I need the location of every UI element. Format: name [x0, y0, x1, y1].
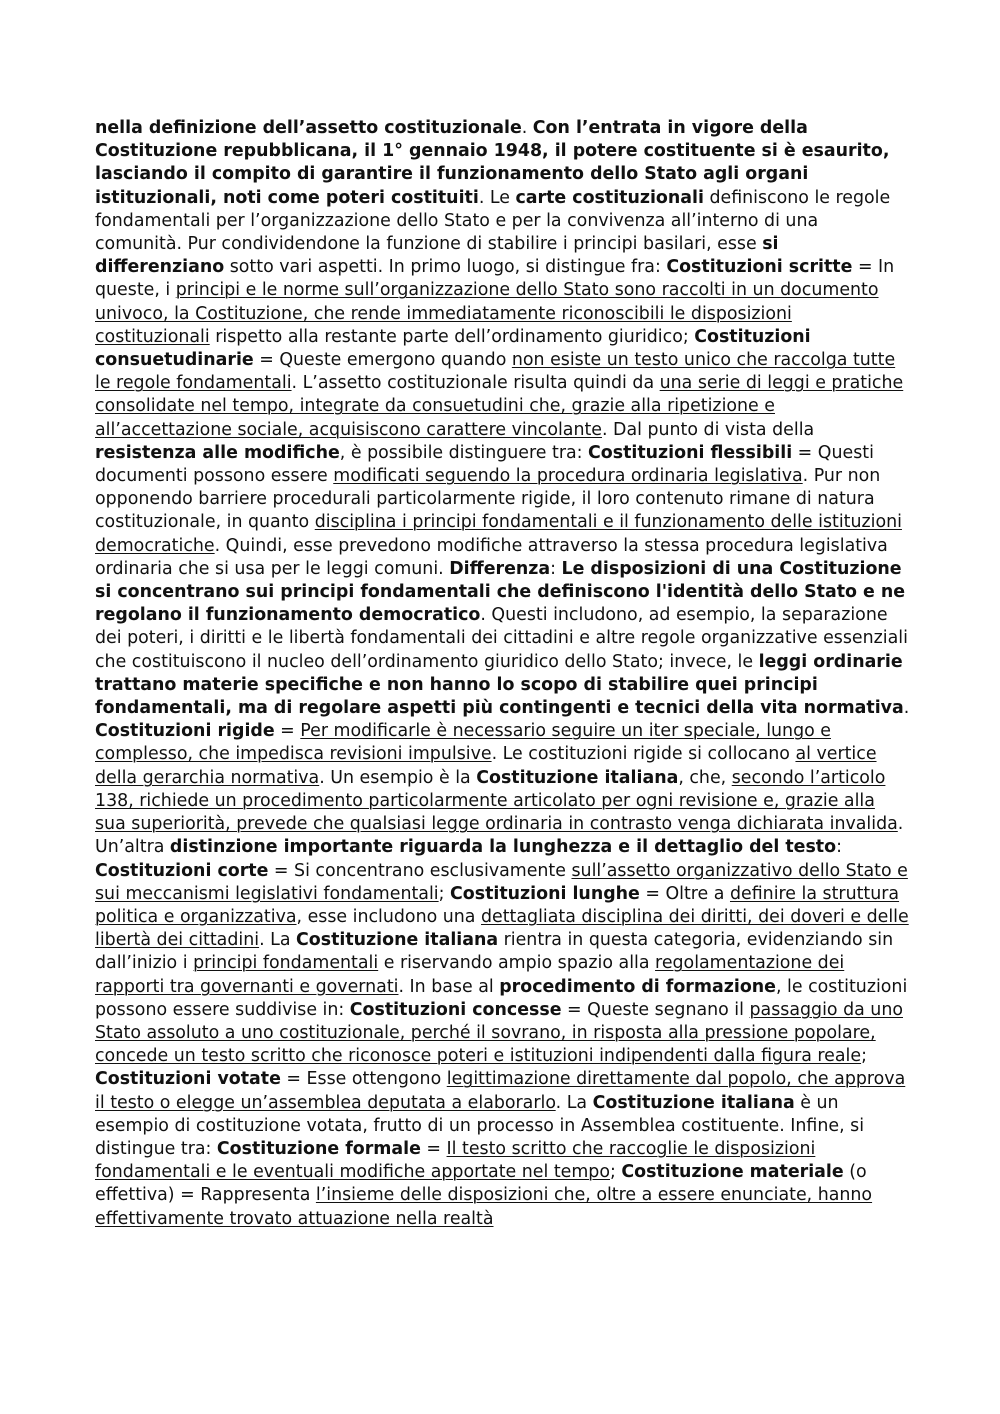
text-run: = [420, 1138, 447, 1159]
bold-text-run: Costituzioni concesse [349, 999, 562, 1020]
underlined-text-run: sull’assetto organizzativo dello Stato e sui meccanismi legislativi fondamentali [95, 860, 908, 904]
bold-text-run: Costituzione italiana [476, 767, 679, 788]
underlined-text-run: dettagliata disciplina dei diritti, dei doveri e delle libertà dei cittadini [95, 906, 909, 951]
underlined-text-run: definire la struttura politica e organizzativa [95, 883, 900, 927]
document-page [95, 117, 910, 1231]
text-run: . Un’altra [95, 814, 904, 858]
text-run: . Le [478, 187, 516, 208]
text-run: = Si concentrano esclusivamente [268, 860, 572, 881]
text-run: . Dal punto di vista della [602, 419, 815, 440]
bold-text-run: carte costituzionali [515, 187, 704, 208]
text-run: = Queste segnano il [561, 999, 750, 1020]
underlined-text-run: Il testo scritto che raccoglie le disposizioni fondamentali e le eventuali modifiche apportate nel tempo [95, 1138, 816, 1183]
text-run: . La [259, 930, 297, 951]
text-run: . L’assetto costituzionale risulta quindi da [291, 373, 660, 394]
bold-text-run: distinzione importante riguarda la lunghezza e il dettaglio del testo [169, 837, 837, 858]
text-run: . Pur non opponendo barriere procedurali particolarmente rigide, il loro contenuto rimane di natura costituzionale, in quanto [95, 466, 881, 533]
underlined-text-run: al vertice della gerarchia normativa [95, 744, 877, 788]
text-run: . Le costituzioni rigide si collocano [491, 744, 796, 765]
text-run: rispetto alla restante parte dell’ordinamento giuridico; [209, 326, 695, 347]
text-run: sotto vari aspetti. In primo luogo, si distingue fra: [224, 257, 667, 278]
underlined-text-run: legittimazione direttamente dal popolo, che approva il testo o elegge un’assemblea deputata a elaborarlo [95, 1069, 906, 1113]
text-run: rientra in questa categoria, evidenziando sin dall’inizio i [95, 930, 894, 974]
text-run: , esse includono una [296, 906, 481, 927]
bold-text-run: Le disposizioni di una Costituzione si concentrano sui principi fondamentali che definiscono l'identità dello Stato e ne regolano il funzionamento democratico [95, 558, 906, 626]
bold-text-run: Costituzioni corte [95, 860, 269, 881]
bold-text-run: Costituzioni lunghe [450, 883, 640, 904]
bold-text-run: Costituzioni rigide [95, 721, 275, 742]
text-run: = Oltre a [639, 883, 730, 904]
underlined-text-run: disciplina i principi fondamentali e il funzionamento delle istituzioni democratiche [95, 512, 902, 556]
bold-text-run: Costituzione italiana [592, 1092, 795, 1113]
text-run: . Quindi, esse prevedono modifiche attraverso la stessa procedura legislativa ordinaria che si usa per le leggi comuni. [95, 535, 888, 579]
bold-text-run: Costituzioni scritte [666, 257, 853, 278]
bold-text-run: procedimento di formazione [499, 976, 776, 997]
bold-text-run: Costituzione formale [216, 1138, 421, 1159]
text-run: , che, [678, 767, 732, 788]
text-run: . Questi includono, ad esempio, la separazione dei poteri, i diritti e le libertà fondamentali dei cittadini e altre regole organizzative essenziali che costituiscono il nucleo dell’ordinamento giuridico dello Stato; invece, le [95, 605, 908, 672]
bold-text-run: Costituzioni votate [95, 1069, 281, 1090]
underlined-text-run: principi fondamentali [193, 953, 379, 974]
bold-text-run: si differenziano [95, 234, 779, 278]
text-run: . In base al [398, 976, 500, 997]
text-run: e riservando ampio spazio alla [378, 953, 656, 974]
text-run: = Esse ottengono [280, 1069, 447, 1090]
underlined-text-run: non esiste un testo unico che raccolga tutte le regole fondamentali [95, 350, 896, 394]
text-run: , è possibile distinguere tra: [339, 442, 589, 463]
bold-text-run: nella definizione dell’assetto costituzionale [95, 118, 522, 138]
text-run: , le costituzioni possono essere suddivise in: [95, 976, 908, 1020]
text-run: (o effettiva) = Rappresenta [95, 1162, 867, 1206]
bold-text-run: Costituzioni consuetudinarie [95, 326, 811, 371]
text-run: . [521, 118, 533, 138]
underlined-text-run: modificati seguendo la procedura ordinaria legislativa [333, 466, 803, 487]
text-run: . Un esempio è la [319, 767, 477, 788]
underlined-text-run: regolamentazione dei rapporti tra governanti e governati [95, 953, 845, 997]
bold-text-run: Differenza [449, 558, 551, 579]
text-run: ; [861, 1046, 867, 1067]
underlined-text-run: Per modificarle è necessario seguire un iter speciale, lungo e complesso, che impedisca revisioni impulsive [95, 721, 831, 765]
bold-text-run: Costituzione italiana [296, 930, 499, 951]
text-run: è un esempio di costituzione votata, frutto di un processo in Assemblea costituente. Infine, si distingue tra: [95, 1092, 865, 1159]
text-run: . [903, 698, 910, 719]
bold-text-run: Con l’entrata in vigore della Costituzione repubblicana, il 1° gennaio 1948, il potere costituente si è esaurito, lasciando il compito di garantire il funzionamento dello Stato agli organi istituzionali, noti come poteri costituiti [95, 118, 890, 208]
underlined-text-run: una serie di leggi e pratiche consolidate nel tempo, integrate da consuetudini che, grazie alla ripetizione e all’accettazione sociale, acquisiscono carattere vincolante [95, 373, 904, 440]
text-run: = [274, 721, 301, 742]
bold-text-run: resistenza alle modifiche [95, 442, 340, 463]
bold-text-run: Costituzioni flessibili [588, 442, 793, 463]
underlined-text-run: principi e le norme sull’organizzazione dello Stato sono raccolti in un documento univoco, la Costituzione, che rende immediatamente riconoscibili le disposizioni costituzionali [95, 280, 879, 347]
text-run: definiscono le regole fondamentali per l’organizzazione dello Stato e per la convivenza all’interno di una comunità. Pur condividendone la funzione di stabilire i principi basilari, esse [95, 187, 891, 255]
bold-text-run: Costituzione materiale [621, 1162, 844, 1183]
text-run: ; [609, 1162, 622, 1183]
text-run: ; [438, 883, 451, 904]
text-run: : [550, 558, 562, 579]
underlined-text-run: passaggio da uno Stato assoluto a uno costituzionale, perché il sovrano, in risposta alla pressione popolare, concede un testo scritto che riconosce poteri e istituzioni indipendenti dalla figura reale [95, 999, 903, 1067]
bold-text-run: leggi ordinarie trattano materie specifiche e non hanno lo scopo di stabilire quei principi fondamentali, ma di regolare aspetti più contingenti e tecnici della vita normativa [95, 651, 904, 719]
body-paragraph [95, 117, 910, 1231]
text-run: : [836, 837, 842, 858]
underlined-text-run: l’insieme delle disposizioni che, oltre a essere enunciate, hanno effettivamente trovato attuazione nella realtà [95, 1185, 873, 1229]
underlined-text-run: secondo l’articolo 138, richiede un procedimento particolarmente articolato per ogni revisione e, grazie alla sua superiorità, prevede che qualsiasi legge ordinaria in contrasto venga dichiarata invalida [95, 767, 898, 835]
text-run: = In queste, i [95, 257, 895, 301]
text-run: = Queste emergono quando [253, 350, 512, 371]
text-run: . La [555, 1092, 593, 1113]
text-run: = Questi documenti possono essere [95, 442, 874, 487]
